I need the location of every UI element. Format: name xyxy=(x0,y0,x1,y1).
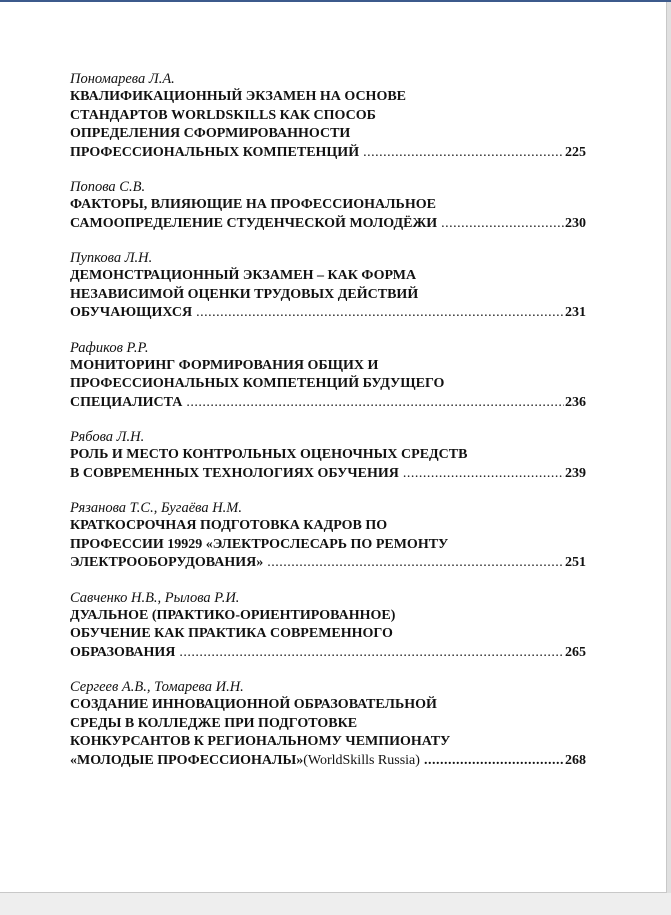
entry-author: Рязанова Т.С., Бугаёва Н.М. xyxy=(70,500,243,516)
entry-title-line: НЕЗАВИСИМОЙ ОЦЕНКИ ТРУДОВЫХ ДЕЙСТВИЙ xyxy=(70,286,419,302)
entry-title-line: ДЕМОНСТРАЦИОННЫЙ ЭКЗАМЕН – КАК ФОРМА xyxy=(70,268,417,283)
toc-entry[interactable] xyxy=(70,339,586,413)
page-number: 251 xyxy=(565,555,586,570)
toc-entry[interactable] xyxy=(70,70,586,162)
entry-title-line: ОБУЧЕНИЕ КАК ПРАКТИКА СОВРЕМЕННОГО xyxy=(70,626,393,641)
entry-title-line: ПРОФЕССИИ 19929 «ЭЛЕКТРОСЛЕСАРЬ ПО РЕМОНТУ xyxy=(70,536,449,552)
page-number: 230 xyxy=(565,215,586,231)
toc-entry[interactable] xyxy=(70,589,586,663)
entry-title-line: КРАТКОСРОЧНАЯ ПОДГОТОВКА КАДРОВ ПО xyxy=(70,518,388,533)
entry-last-line xyxy=(70,394,586,413)
entry-author: Пономарева Л.А. xyxy=(70,71,175,87)
entry-title-line: САМООПРЕДЕЛЕНИЕ СТУДЕНЧЕСКОЙ МОЛОДЁЖИ xyxy=(70,215,438,231)
entry-title-line: «МОЛОДЫЕ ПРОФЕССИОНАЛЫ» xyxy=(70,752,304,768)
dot-leader xyxy=(196,304,564,323)
page-shadow xyxy=(667,2,671,893)
entry-author: Савченко Н.В., Рылова Р.И. xyxy=(70,589,240,606)
document-page xyxy=(0,2,667,893)
entry-title-line: ЭЛЕКТРООБОРУДОВАНИЯ» xyxy=(70,555,264,570)
entry-last-line xyxy=(70,144,586,163)
entry-last-line xyxy=(70,644,586,663)
entry-title-line: ОБРАЗОВАНИЯ xyxy=(70,644,176,660)
page-number: 231 xyxy=(565,305,586,320)
entry-title-line: СПЕЦИАЛИСТА xyxy=(70,394,183,410)
entry-last-line xyxy=(70,304,586,323)
entry-author: Рафиков Р.Р. xyxy=(70,339,149,356)
entry-title-line: ОБУЧАЮЩИХСЯ xyxy=(70,305,193,320)
entry-author: Сергеев А.В., Томарева И.Н. xyxy=(70,679,244,695)
toc-entry[interactable] xyxy=(70,678,586,770)
entry-author: Рябова Л.Н. xyxy=(70,429,145,445)
entry-author: Попова С.В. xyxy=(70,179,146,195)
page-number: 268 xyxy=(565,752,586,768)
entry-title-line: КВАЛИФИКАЦИОННЫЙ ЭКЗАМЕН НА ОСНОВЕ xyxy=(70,89,407,104)
entry-title-line: СОЗДАНИЕ ИННОВАЦИОННОЙ ОБРАЗОВАТЕЛЬНОЙ xyxy=(70,697,437,712)
entry-title-line: ПРОФЕССИОНАЛЬНЫХ КОМПЕТЕНЦИЙ БУДУЩЕГО xyxy=(70,376,445,391)
entry-title-line: ДУАЛЬНОЕ (ПРАКТИКО-ОРИЕНТИРОВАННОЕ) xyxy=(70,607,396,623)
dot-leader xyxy=(267,554,564,573)
entry-last-line xyxy=(70,215,586,234)
entry-title-line: ПРОФЕССИОНАЛЬНЫХ КОМПЕТЕНЦИЙ xyxy=(70,144,360,160)
dot-leader xyxy=(441,215,564,234)
toc-entry[interactable] xyxy=(70,428,586,483)
entry-title-line: КОНКУРСАНТОВ К РЕГИОНАЛЬНОМУ ЧЕМПИОНАТУ xyxy=(70,734,451,749)
entry-title-line: РОЛЬ И МЕСТО КОНТРОЛЬНЫХ ОЦЕНОЧНЫХ СРЕДСТВ xyxy=(70,447,468,462)
entry-title-line: СТАНДАРТОВ WORLDSKILLS КАК СПОСОБ xyxy=(70,107,376,123)
entry-title-suffix: (WorldSkills Russia) xyxy=(303,752,420,768)
toc-entry[interactable] xyxy=(70,499,586,573)
entry-author: Пупкова Л.Н. xyxy=(70,250,153,266)
entry-title-line: ОПРЕДЕЛЕНИЯ СФОРМИРОВАННОСТИ xyxy=(70,126,351,141)
dot-leader xyxy=(186,394,564,413)
entry-title-line: В СОВРЕМЕННЫХ ТЕХНОЛОГИЯХ ОБУЧЕНИЯ xyxy=(70,465,399,481)
entry-last-line xyxy=(70,465,586,484)
dot-leader xyxy=(363,144,564,163)
page-number: 239 xyxy=(565,465,586,481)
entry-last-line xyxy=(70,752,586,771)
toc-entry[interactable] xyxy=(70,178,586,233)
page-number: 236 xyxy=(565,394,586,410)
entry-title-line: МОНИТОРИНГ ФОРМИРОВАНИЯ ОБЩИХ И xyxy=(70,357,379,373)
entry-title-line: ФАКТОРЫ, ВЛИЯЮЩИЕ НА ПРОФЕССИОНАЛЬНОЕ xyxy=(70,197,436,212)
page-number: 265 xyxy=(565,644,586,660)
dot-leader xyxy=(179,644,564,663)
toc-entry[interactable] xyxy=(70,249,586,323)
table-of-contents xyxy=(70,70,586,786)
dot-leader xyxy=(424,752,564,771)
entry-title-line: СРЕДЫ В КОЛЛЕДЖЕ ПРИ ПОДГОТОВКЕ xyxy=(70,715,358,731)
dot-leader xyxy=(403,465,564,484)
entry-last-line xyxy=(70,554,586,573)
page-number: 225 xyxy=(565,144,586,160)
